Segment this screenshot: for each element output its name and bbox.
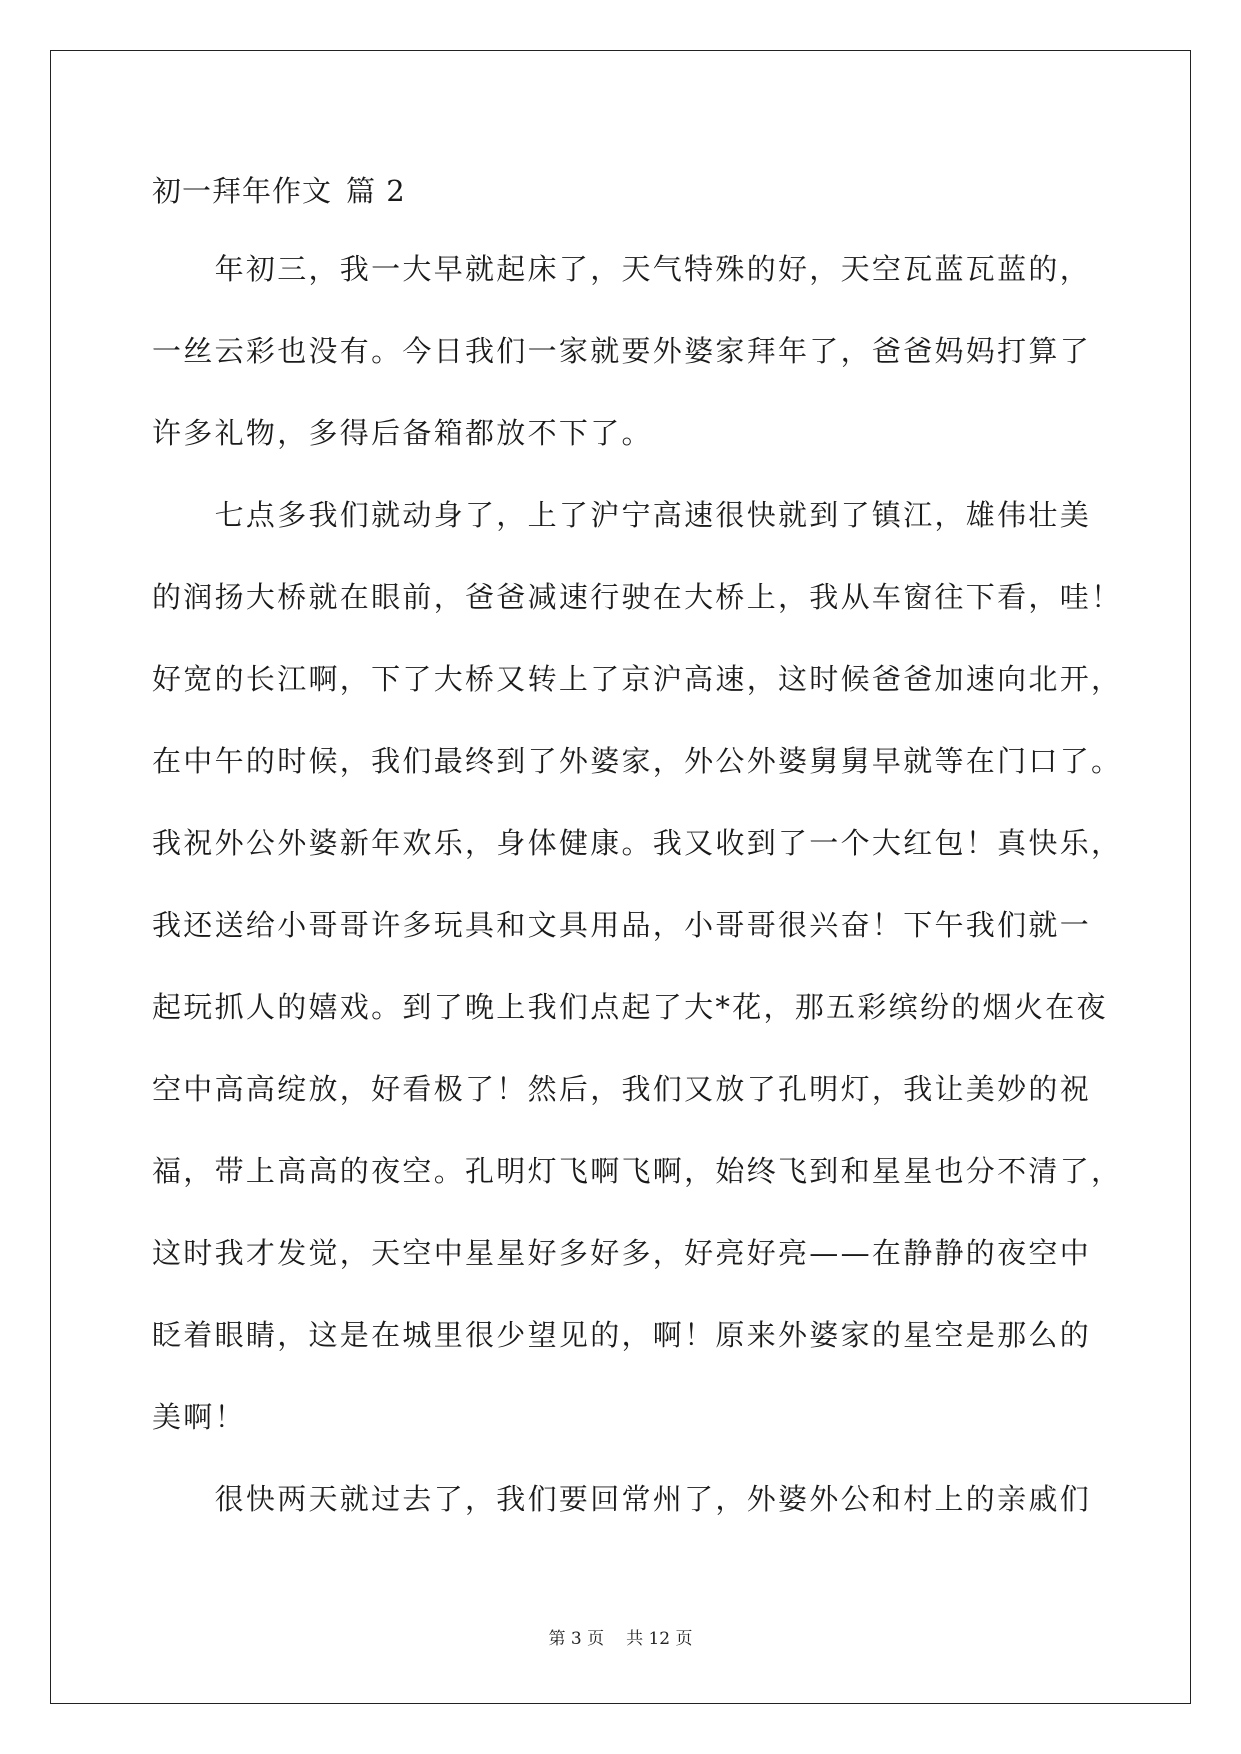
text-line: 好宽的长江啊，下了大桥又转上了京沪高速，这时候爸爸加速向北开，: [152, 662, 1123, 696]
text-line: 福，带上高高的夜空。孔明灯飞啊飞啊，始终飞到和星星也分不清了，: [152, 1154, 1123, 1188]
page-number-current: 第 3 页: [548, 1629, 605, 1649]
page-number-total: 共 12 页: [626, 1629, 693, 1649]
title-suffix: 篇 2: [346, 174, 406, 208]
text-line: 我还送给小哥哥许多玩具和文具用品，小哥哥很兴奋！下午我们就一: [152, 908, 1092, 942]
text-line: 起玩抓人的嬉戏。到了晚上我们点起了大*花，那五彩缤纷的烟火在夜: [152, 990, 1108, 1024]
text-line: 很快两天就过去了，我们要回常州了，外婆外公和村上的亲戚们: [152, 1482, 1092, 1516]
text-line: 的润扬大桥就在眼前，爸爸减速行驶在大桥上，我从车窗往下看，哇！: [152, 580, 1123, 614]
text-line: 这时我才发觉，天空中星星好多好多，好亮好亮——在静静的夜空中: [152, 1236, 1092, 1270]
text-line: 在中午的时候，我们最终到了外婆家，外公外婆舅舅早就等在门口了。: [152, 744, 1123, 778]
text-line: 年初三，我一大早就起床了，天气特殊的好，天空瓦蓝瓦蓝的，: [152, 252, 1092, 286]
paragraph-3: [152, 1473, 1092, 1555]
document-body: [152, 165, 1123, 1555]
text-line: 七点多我们就动身了，上了沪宁高速很快就到了镇江，雄伟壮美: [152, 498, 1092, 532]
text-line: 我祝外公外婆新年欢乐，身体健康。我又收到了一个大红包！真快乐，: [152, 826, 1123, 860]
text-line: 许多礼物，多得后备箱都放不下了。: [152, 416, 653, 450]
paragraph-2: [152, 489, 1123, 1473]
text-line: 美啊！: [152, 1400, 246, 1434]
page-footer: [0, 1624, 1241, 1649]
text-line: 眨着眼睛，这是在城里很少望见的，啊！原来外婆家的星空是那么的: [152, 1318, 1092, 1352]
paragraph-1: [152, 243, 1092, 489]
text-line: 一丝云彩也没有。今日我们一家就要外婆家拜年了，爸爸妈妈打算了: [152, 334, 1092, 368]
title-main: 初一拜年作文: [152, 174, 333, 208]
document-title: [152, 165, 1092, 217]
text-line: 空中高高绽放，好看极了！然后，我们又放了孔明灯，我让美妙的祝: [152, 1072, 1092, 1106]
